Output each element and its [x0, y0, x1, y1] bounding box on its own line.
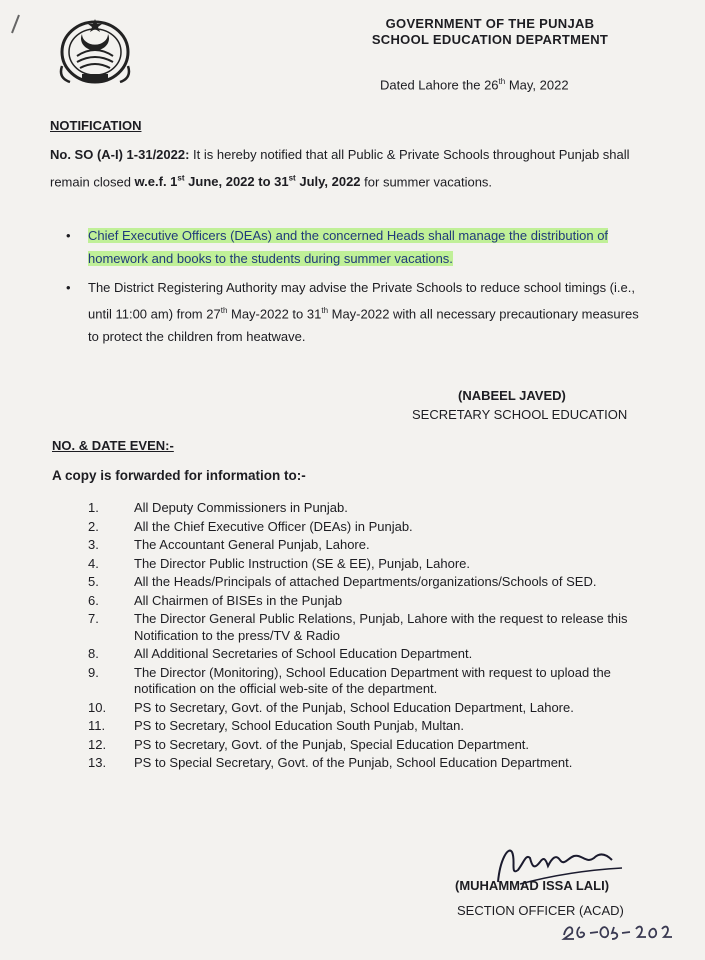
- punjab-government-logo-icon: [52, 14, 138, 88]
- list-item: [88, 646, 648, 663]
- list-item: [88, 556, 648, 573]
- handwritten-date-icon: [560, 915, 680, 943]
- section-officer-title: SECTION OFFICER (ACAD): [457, 903, 624, 918]
- date-sup: th: [498, 77, 506, 86]
- list-item-text: All the Heads/Principals of attached Departments/organizations/Schools of SED.: [134, 574, 597, 589]
- forwarded-heading: A copy is forwarded for information to:-: [52, 468, 306, 483]
- section-officer-name: (MUHAMMAD ISSA LALI): [455, 878, 610, 893]
- list-item-number: 1.: [88, 500, 99, 515]
- list-item: [88, 737, 648, 754]
- list-item-text: PS to Secretary, Govt. of the Punjab, School Education Department, Lahore.: [134, 699, 574, 715]
- list-item: [88, 519, 648, 536]
- wef-part-1: w.e.f. 1: [134, 174, 178, 190]
- list-item-text: PS to Secretary, Govt. of the Punjab, Special Education Department.: [134, 736, 530, 752]
- list-item-text: All Deputy Commissioners in Punjab.: [134, 500, 348, 515]
- list-item: [88, 500, 648, 517]
- list-item: [88, 611, 648, 644]
- notification-number: No. SO (A-I) 1-31/2022:: [50, 147, 190, 162]
- list-item-number: 13.: [88, 755, 107, 770]
- instruction-part-a: The District Registering Authority may advise the Private Schools to reduce school timings (i.e., until 11:00 am) from 27: [88, 280, 635, 322]
- list-item-text: PS to Secretary, School Education South Punjab, Multan.: [134, 718, 465, 733]
- department-title: SCHOOL EDUCATION DEPARTMENT: [371, 32, 609, 47]
- government-title: GOVERNMENT OF THE PUNJAB: [385, 16, 595, 31]
- notification-heading: NOTIFICATION: [50, 118, 142, 133]
- list-item-number: 2.: [88, 518, 99, 534]
- list-item-number: 3.: [88, 537, 99, 552]
- list-item-number: 8.: [88, 646, 99, 661]
- letterhead: [330, 16, 650, 48]
- notification-text-2: for summer vacations.: [360, 174, 493, 190]
- list-item: [88, 755, 648, 772]
- list-item: [88, 700, 648, 717]
- wef-part-3: July, 2022: [295, 174, 361, 190]
- list-item-number: 11.: [88, 718, 106, 733]
- corner-mark-icon: [8, 14, 22, 36]
- list-item: [88, 718, 648, 735]
- list-item-number: 4.: [88, 555, 99, 571]
- list-item: [88, 593, 648, 610]
- list-item-text: The Director Public Instruction (SE & EE), Punjab, Lahore.: [134, 555, 470, 571]
- date-line: [380, 77, 569, 92]
- highlighted-instruction: Chief Executive Officers (DEAs) and the concerned Heads shall manage the distribution of homework and books to the students during summer vacations.: [88, 228, 609, 266]
- instruction-sup-2: th: [321, 306, 329, 315]
- list-item: [88, 574, 648, 591]
- wef-part-2: June, 2022 to 31: [184, 174, 289, 190]
- secretary-name: (NABEEL JAVED): [458, 388, 566, 403]
- list-item: [60, 224, 640, 270]
- wef-sup-1: st: [177, 174, 185, 183]
- even-heading: NO. & DATE EVEN:-: [52, 438, 174, 453]
- list-item-number: 9.: [88, 664, 99, 680]
- distribution-list: [88, 500, 648, 774]
- list-item-number: 6.: [88, 592, 99, 608]
- list-item-text: The Accountant General Punjab, Lahore.: [134, 537, 370, 552]
- notification-paragraph: [50, 143, 640, 194]
- secretary-title: SECRETARY SCHOOL EDUCATION: [412, 407, 628, 422]
- list-item: [60, 276, 640, 348]
- list-item-text: All the Chief Executive Officer (DEAs) in Punjab.: [134, 518, 413, 534]
- instruction-part-b: May-2022 to 31: [227, 306, 322, 322]
- list-item-number: 10.: [88, 699, 107, 715]
- list-item-number: 5.: [88, 574, 99, 589]
- list-item-text: PS to Special Secretary, Govt. of the Punjab, School Education Department.: [134, 755, 573, 770]
- instructions-list: [60, 224, 640, 354]
- date-prefix: Dated Lahore the 26: [380, 77, 499, 93]
- wef-sup-2: st: [288, 174, 296, 183]
- instruction-part-c: May-2022 with all necessary precautionary measures to protect the children from heatwave.: [88, 306, 639, 345]
- list-item: [88, 665, 648, 698]
- list-item: [88, 537, 648, 554]
- list-item-text: The Director (Monitoring), School Education Department with request to upload the notification on the official web-site of the department.: [134, 664, 611, 696]
- list-item-number: 12.: [88, 736, 107, 752]
- list-item-text: All Additional Secretaries of School Education Department.: [134, 646, 473, 661]
- notification-text-1: It is hereby notified that all Public & Private Schools throughout Punjab shall remain closed: [50, 147, 630, 190]
- date-suffix: May, 2022: [505, 77, 569, 93]
- instruction-sup-1: th: [220, 306, 228, 315]
- vacation-dates: [135, 174, 361, 189]
- list-item-text: The Director General Public Relations, Punjab, Lahore with the request to release this Notification to the press/TV & Radio: [134, 611, 628, 643]
- list-item-text: All Chairmen of BISEs in the Punjab: [134, 592, 343, 608]
- list-item-number: 7.: [88, 611, 99, 626]
